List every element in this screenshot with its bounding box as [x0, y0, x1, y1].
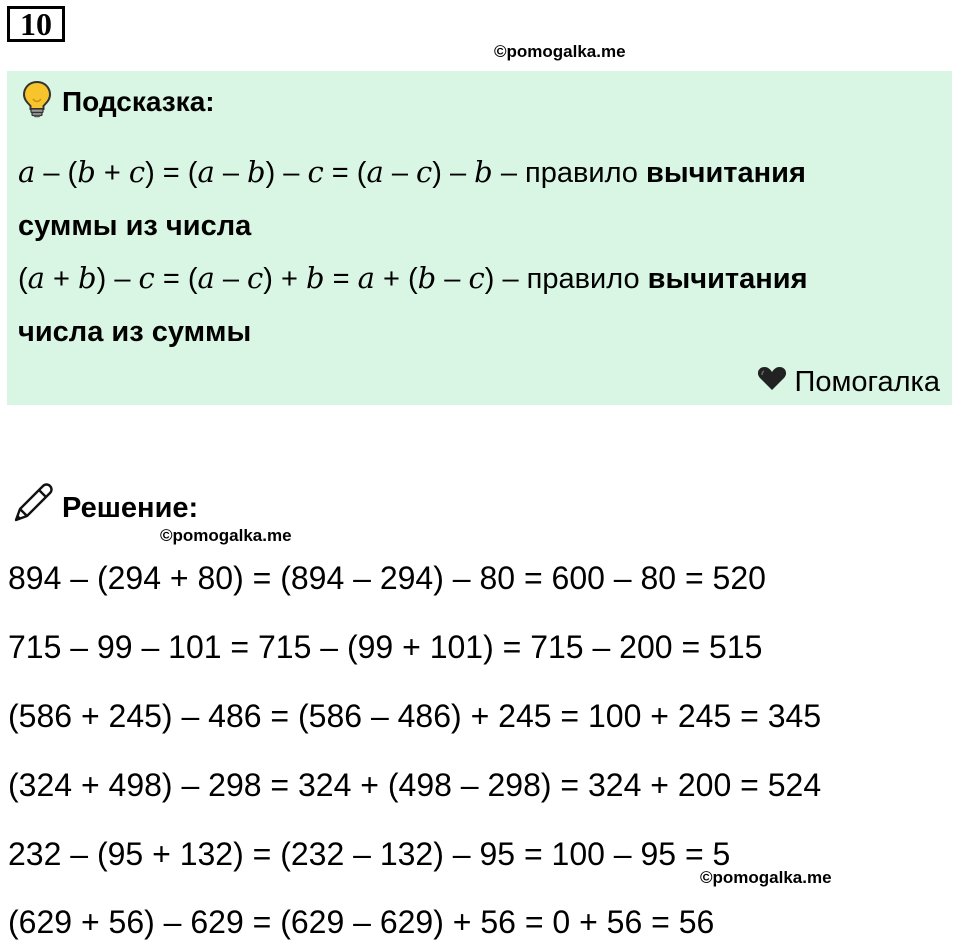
solution-title: Решение:: [62, 491, 199, 524]
lightbulb-icon: [22, 80, 52, 125]
solution-line: (629 + 56) – 629 = (629 – 629) + 56 = 0 + 56 = 56: [8, 904, 715, 940]
task-number: 10: [7, 6, 65, 42]
rule2-bold: вычитания: [647, 263, 808, 295]
brand: [757, 365, 940, 399]
watermark: ©pomogalka.me: [494, 42, 626, 61]
rule1-bold: вычитания: [646, 157, 806, 189]
hint-title: Подсказка:: [62, 86, 215, 117]
rule1-prefix: – правило: [500, 157, 638, 189]
solution-line: 232 – (95 + 132) = (232 – 132) – 95 = 100 – 95 = 5: [8, 836, 731, 872]
rule1-bold2: суммы из числа: [18, 210, 252, 242]
watermark: ©pomogalka.me: [700, 868, 832, 887]
rule-subtract-sum: a – (b + c) = (a – b) – c = (a – c) – b – правило вычитания суммы из числа: [18, 155, 806, 242]
rule2-bold2: числа из суммы: [18, 316, 252, 348]
rule2-prefix: – правило: [502, 263, 640, 295]
watermark: ©pomogalka.me: [160, 526, 292, 545]
solution-line: (586 + 245) – 486 = (586 – 486) + 245 = 100 + 245 = 345: [8, 698, 822, 734]
heart-icon: [757, 365, 787, 399]
solution-line: (324 + 498) – 298 = 324 + (498 – 298) = 324 + 200 = 524: [8, 767, 822, 803]
solution-line: 715 – 99 – 101 = 715 – (99 + 101) = 715 – 200 = 515: [8, 629, 763, 665]
rule-subtract-from-sum: (a + b) – c = (a – c) + b = a + (b – c) – правило вычитания числа из суммы: [18, 261, 808, 348]
pencil-icon: [10, 482, 54, 534]
solution-line: 894 – (294 + 80) = (894 – 294) – 80 = 600 – 80 = 520: [8, 560, 766, 596]
brand-name: Помогалка: [794, 365, 940, 398]
hint-header: [22, 82, 215, 122]
